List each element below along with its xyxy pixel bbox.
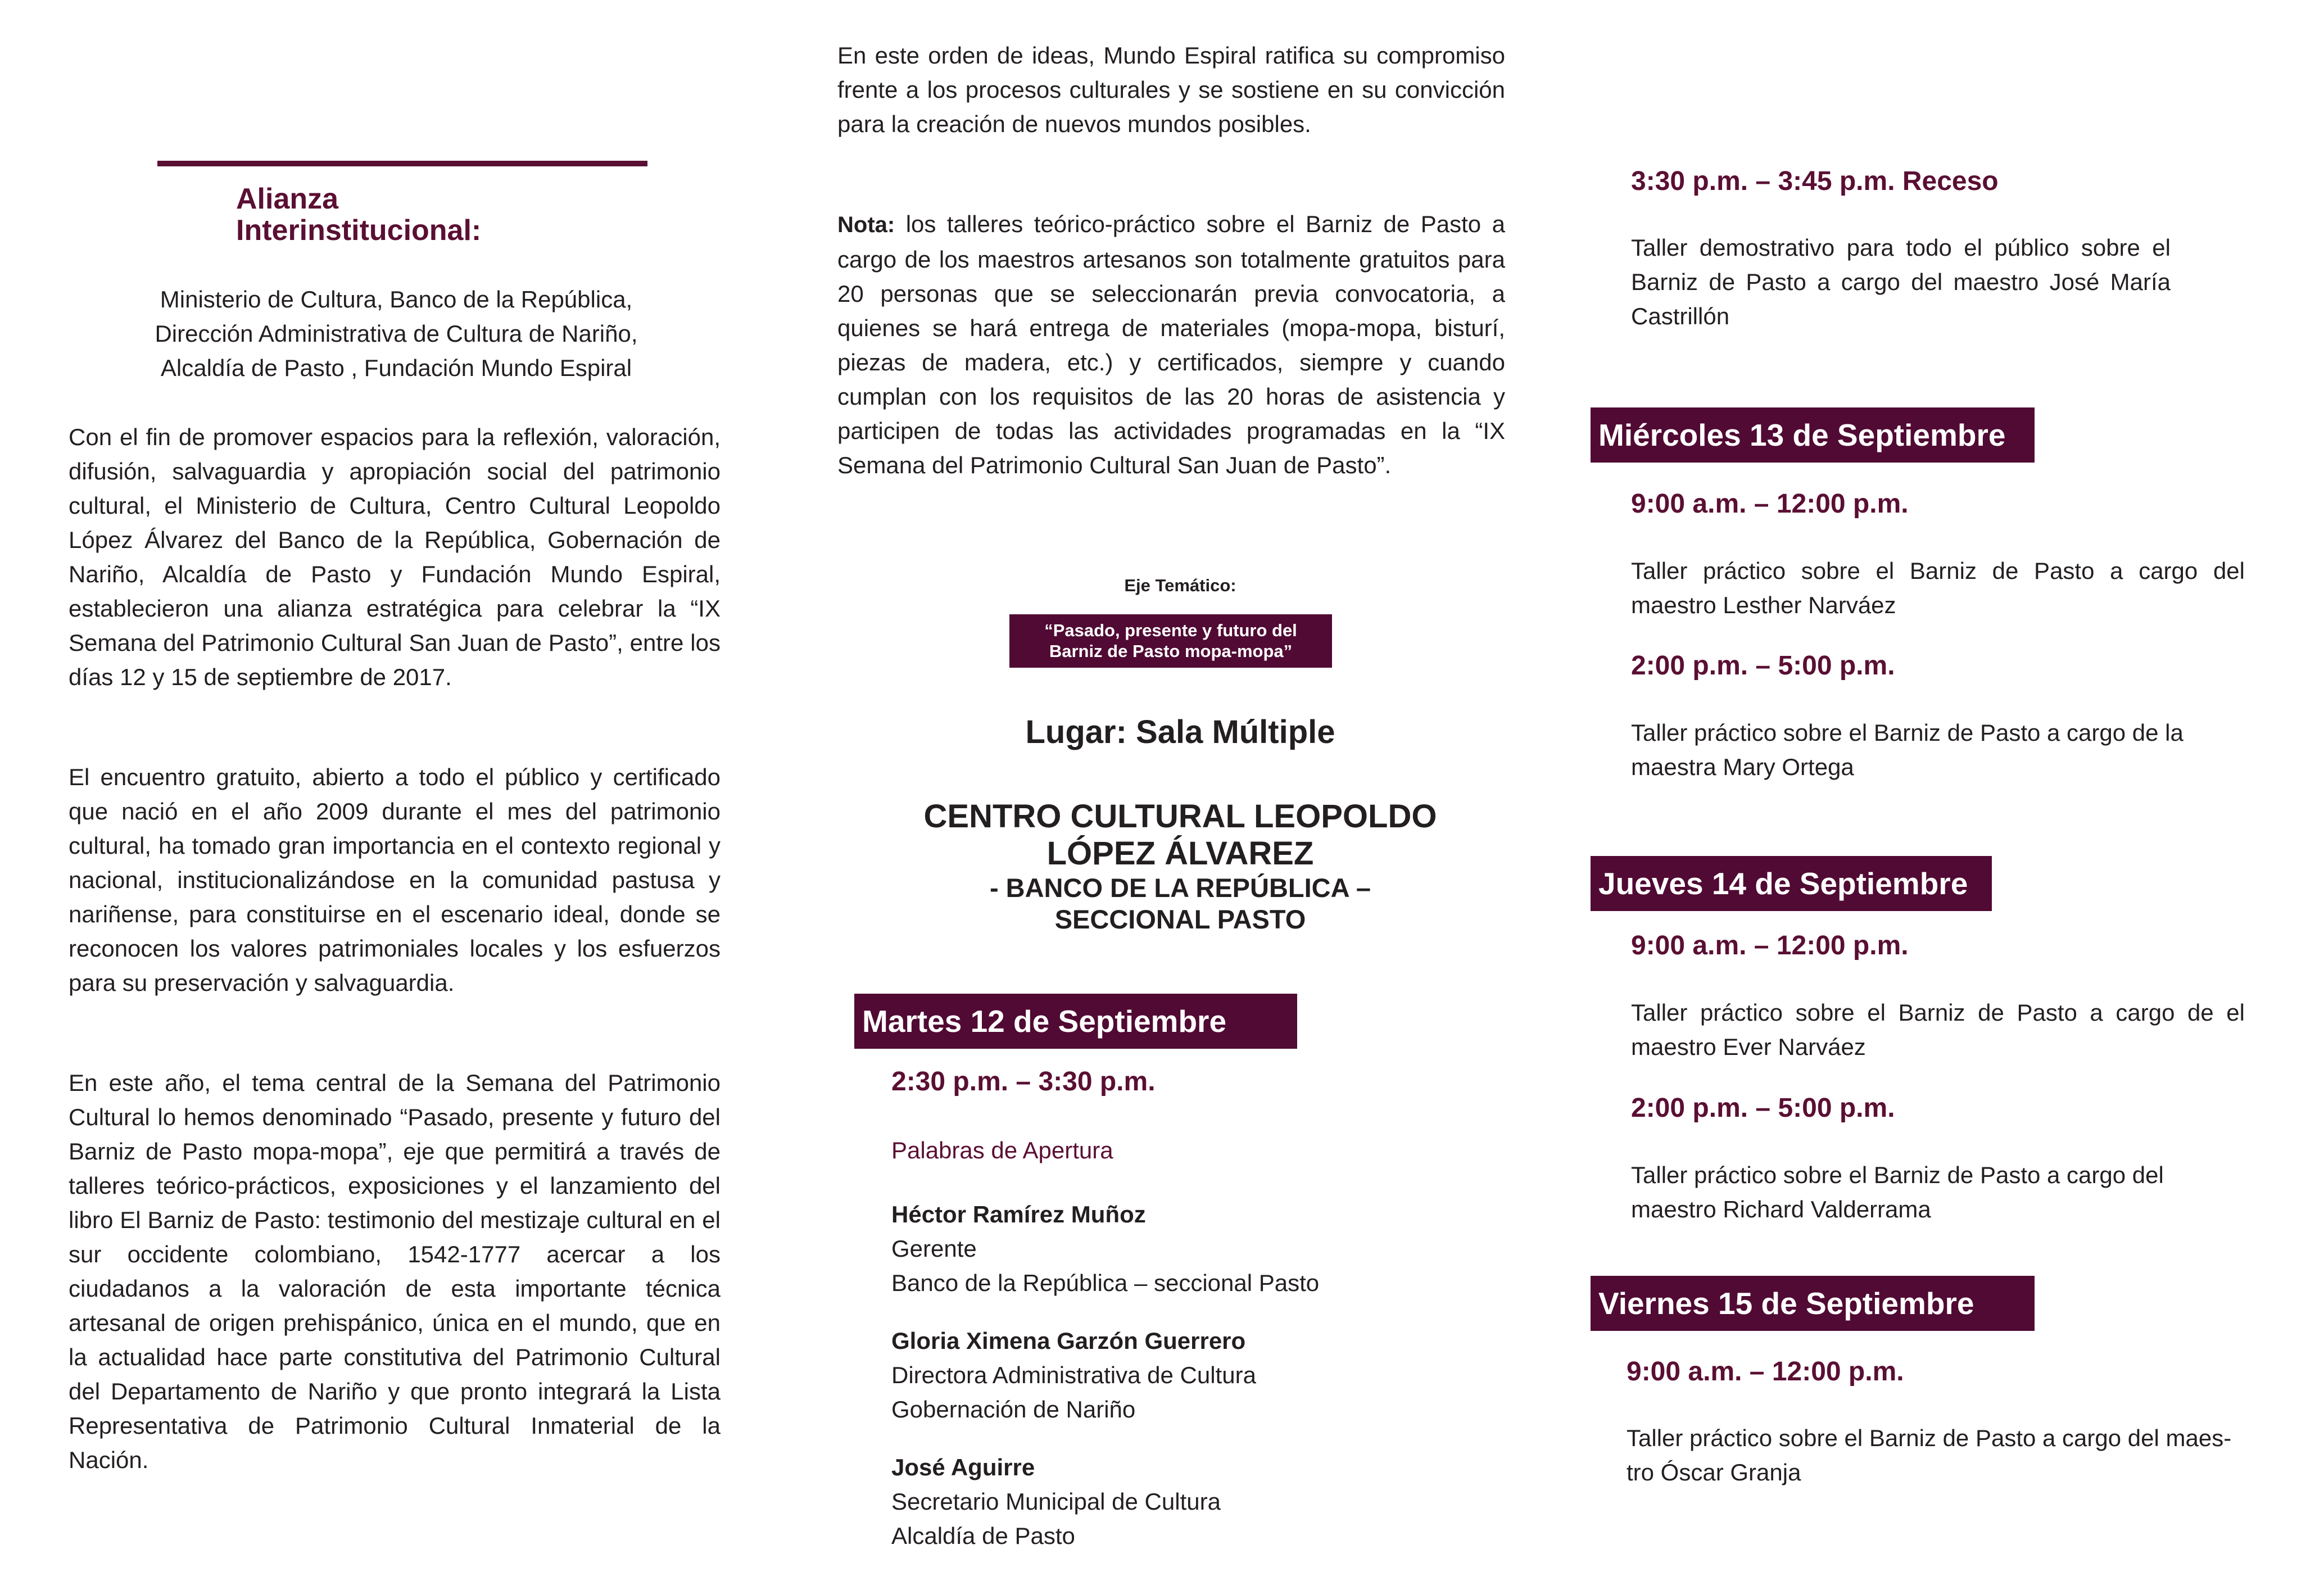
jueves-time-1: 9:00 a.m. – 12:00 p.m. [1631,931,1909,961]
eje-badge-line2: Barniz de Pasto mopa-mopa” [1049,641,1293,661]
speaker-3 [891,1450,1453,1553]
viernes-text-1-line1: Taller práctico sobre el Barniz de Pasto a cargo del maes- [1627,1425,2232,1451]
receso-text: Taller demostrativo para todo el público sobre el Barniz de Pasto a cargo del maestro José María Castrillón [1631,234,2171,329]
martes-time: 2:30 p.m. – 3:30 p.m. [891,1067,1156,1097]
speaker-name: Gloria Ximena Garzón Guerrero [891,1328,1246,1354]
martes-activity: Palabras de Apertura [891,1137,1113,1163]
speaker-name: José Aguirre [891,1454,1035,1480]
speaker-1 [891,1197,1453,1300]
nota-paragraph [837,207,1505,482]
speaker-org: Gobernación de Nariño [891,1396,1136,1423]
eje-badge [1009,614,1332,668]
viernes-text-1-line2: tro Óscar Granja [1627,1459,1801,1485]
viernes-time-1: 9:00 a.m. – 12:00 p.m. [1627,1357,1904,1387]
alianza-members [67,282,725,385]
day-bar-jueves: Jueves 14 de Septiembre [1591,856,1992,911]
speaker-org: Alcaldía de Pasto [891,1523,1075,1549]
speaker-role: Secretario Municipal de Cultura [891,1488,1221,1515]
centro-line4: SECCIONAL PASTO [1054,904,1306,934]
miercoles-text-2: Taller práctico sobre el Barniz de Pasto a cargo de la maestra Mary Ortega [1631,719,2183,780]
lugar-title: Lugar: Sala Múltiple [1025,714,1335,750]
viernes-text-1 [1627,1421,2256,1489]
intro-paragraph-1: Con el fin de promover espacios para la reflexión, valoración, difusión, salvaguardia y apropiación social del patrimonio cultural, el Ministerio de Cultura, Centro Cultural Leopoldo López Álvarez del Banco de la República, Gobernación de Nariño, Alcaldía de Pasto y Fundación Mundo Espiral, establecieron una alianza estratégica para celebrar la “IX Semana del Patrimonio Cultural San Juan de Pasto”, entre los días 12 y 15 de septiembre de 2017. [69,424,721,690]
day-bar-martes: Martes 12 de Septiembre [854,994,1297,1049]
alianza-members-line2: Dirección Administrativa de Cultura de Nariño, [155,320,638,347]
receso-time: 3:30 p.m. – 3:45 p.m. Receso [1631,166,1999,196]
centro-line1: CENTRO CULTURAL LEOPOLDO [923,798,1437,835]
eje-label: Eje Temático: [1124,576,1236,595]
speaker-role: Gerente [891,1235,977,1262]
miercoles-text-1: Taller práctico sobre el Barniz de Pasto a cargo del maestro Lesther Narváez [1631,558,2245,618]
day-bar-miercoles: Miércoles 13 de Septiembre [1591,407,2035,463]
miercoles-time-1: 9:00 a.m. – 12:00 p.m. [1631,489,1909,519]
speaker-name: Héctor Ramírez Muñoz [891,1201,1146,1227]
alianza-members-line3: Alcaldía de Pasto , Fundación Mundo Espiral [160,355,632,381]
alianza-rule [157,161,647,166]
nota-label: Nota: [837,212,895,237]
speaker-2 [891,1324,1453,1426]
jueves-text-1: Taller práctico sobre el Barniz de Pasto a cargo de el maestro Ever Narváez [1631,999,2245,1060]
eje-badge-line1: “Pasado, presente y futuro del [1044,620,1297,640]
alianza-members-line1: Ministerio de Cultura, Banco de la República, [160,286,633,312]
alianza-heading-line2: Interinstitucional: [236,214,482,247]
intro-paragraph-3: En este año, el tema central de la Semana del Patrimonio Cultural lo hemos denominado “Pasado, presente y futuro del Barniz de Pasto mopa-mopa”, eje que permitirá a través de talleres teórico-prácticos, exposiciones y el lanzamiento del libro El Barniz de Pasto: testimonio del mestizaje cultural en el sur occidente colombiano, 1542-1777 acercar a los ciudadanos a la valoración de esta importante técnica artesanal de origen prehispánico, única en el mundo, que en la actualidad hace parte constitutiva del Patrimonio Cultural del Departamento de Nariño y que pronto integrará la Lista Representativa de Patrimonio Cultural Inmaterial de la Nación. [69,1070,721,1473]
centro-line3: - BANCO DE LA REPÚBLICA – [989,873,1371,903]
day-bar-viernes: Viernes 15 de Septiembre [1591,1276,2035,1331]
alianza-heading [236,183,481,246]
miercoles-time-2: 2:00 p.m. – 5:00 p.m. [1631,651,1895,681]
nota-text: los talleres teórico-práctico sobre el Barniz de Pasto a cargo de los maestros artesanos son totalmente gratuitos para 20 personas que se seleccionarán previa convocatoria, a quienes se hará entrega de materiales (mopa-mopa, bisturí, piezas de madera, etc.) y certificados, siempre y cuando cumplan con los requisitos de las 20 horas de asistencia y participen de todas las actividades programadas en la “IX Semana del Patrimonio Cultural San Juan de Pasto”. [837,211,1505,478]
speaker-org: Banco de la República – seccional Pasto [891,1270,1320,1296]
intro-paragraph-2: El encuentro gratuito, abierto a todo el público y certificado que nació en el año 2009 durante el mes del patrimonio cultural, ha tomado gran importancia en el contexto regional y nacional, institucionalizándose en la comunidad pastusa y nariñense, para constituirse en el escenario ideal, donde se reconocen los valores patrimoniales locales y los esfuerzos para su preservación y salvaguardia. [69,764,721,996]
jueves-time-2: 2:00 p.m. – 5:00 p.m. [1631,1093,1895,1123]
commitment-paragraph: En este orden de ideas, Mundo Espiral ratifica su compromiso frente a los procesos culturales y se sostiene en su convicción para la creación de nuevos mundos posibles. [837,42,1505,137]
alianza-heading-line1: Alianza [236,183,339,215]
centro-title [843,798,1517,935]
centro-line2: LÓPEZ ÁLVAREZ [1047,835,1314,872]
speaker-role: Directora Administrativa de Cultura [891,1362,1256,1388]
jueves-text-2: Taller práctico sobre el Barniz de Pasto a cargo del maestro Richard Valderrama [1631,1162,2164,1222]
